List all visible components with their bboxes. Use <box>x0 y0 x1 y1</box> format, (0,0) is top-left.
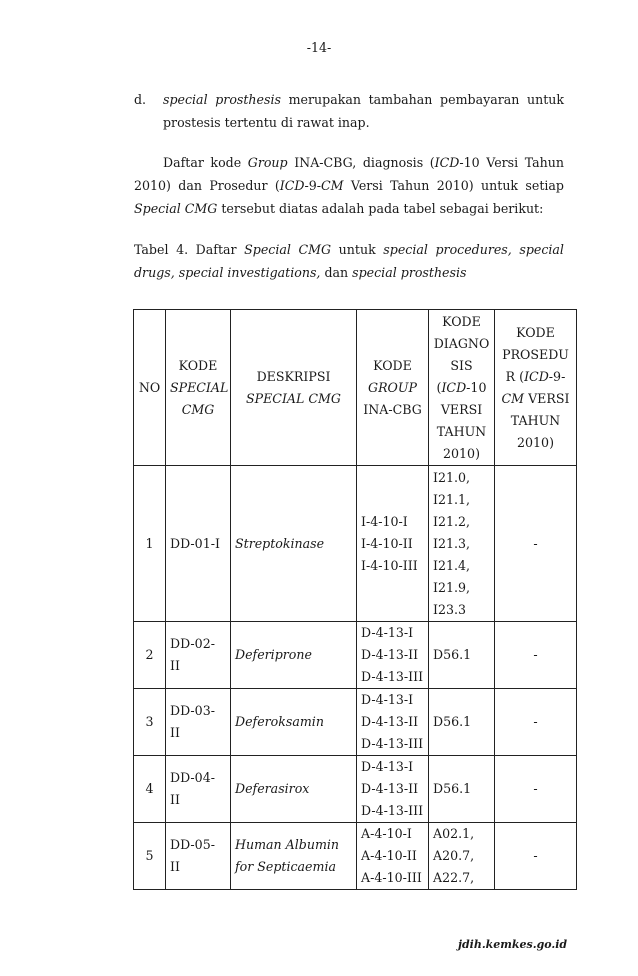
header-deskripsi: DESKRIPSI SPECIAL CMG <box>231 310 357 466</box>
cell-kode-group: D-4-13-I D-4-13-II D-4-13-III <box>357 622 429 689</box>
cell-kode-special: DD-02- II <box>166 622 231 689</box>
cell-no: 5 <box>134 823 166 890</box>
header-kode-group: KODE GROUP INA-CBG <box>357 310 429 466</box>
cell-kode-prosedur: - <box>495 756 577 823</box>
cell-kode-group: I-4-10-I I-4-10-II I-4-10-III <box>357 466 429 622</box>
header-kode-diagnosis: KODE DIAGNO SIS (ICD-10 VERSI TAHUN 2010) <box>429 310 495 466</box>
cell-deskripsi: Human Albumin for Septicaemia <box>231 823 357 890</box>
special-cmg-table <box>133 309 577 890</box>
cell-kode-group: A-4-10-I A-4-10-II A-4-10-III <box>357 823 429 890</box>
cell-kode-prosedur: - <box>495 689 577 756</box>
table-header-row <box>134 310 577 466</box>
footer-source: jdih.kemkes.go.id <box>458 938 568 951</box>
cell-kode-group: D-4-13-I D-4-13-II D-4-13-III <box>357 689 429 756</box>
header-kode-prosedur: KODE PROSEDU R (ICD-9- CM VERSI TAHUN 2010) <box>495 310 577 466</box>
cell-kode-prosedur: - <box>495 466 577 622</box>
cell-kode-prosedur: - <box>495 622 577 689</box>
cell-kode-diagnosis: D56.1 <box>429 689 495 756</box>
table-row <box>134 756 577 823</box>
cell-no: 4 <box>134 756 166 823</box>
table-body <box>134 466 577 890</box>
cell-kode-diagnosis: A02.1, A20.7, A22.7, <box>429 823 495 890</box>
item-d-line2: prostesis tertentu di rawat inap. <box>163 115 370 130</box>
daftar-paragraph: Daftar kode Group INA-CBG, diagnosis (ICD-10 Versi Tahun 2010) dan Prosedur (ICD-9-CM Versi Tahun 2010) untuk setiap Special CMG tersebut diatas adalah pada tabel sebagai berikut: <box>134 155 564 216</box>
cell-kode-diagnosis: I21.0, I21.1, I21.2, I21.3, I21.4, I21.9, I23.3 <box>429 466 495 622</box>
cell-no: 2 <box>134 622 166 689</box>
cell-no: 3 <box>134 689 166 756</box>
table-row <box>134 622 577 689</box>
cell-kode-special: DD-01-I <box>166 466 231 622</box>
cell-kode-diagnosis: D56.1 <box>429 756 495 823</box>
header-no: NO <box>134 310 166 466</box>
table-row <box>134 466 577 622</box>
cell-kode-group: D-4-13-I D-4-13-II D-4-13-III <box>357 756 429 823</box>
item-d-marker: d. <box>134 92 147 107</box>
cell-deskripsi: Streptokinase <box>231 466 357 622</box>
page-number: -14- <box>306 40 332 55</box>
cell-kode-prosedur: - <box>495 823 577 890</box>
table-caption: Tabel 4. Daftar Special CMG untuk special procedures, special drugs, special investigations, dan special prosthesis <box>134 242 564 280</box>
header-kode-special: KODE SPECIAL CMG <box>166 310 231 466</box>
cell-deskripsi: Deferasirox <box>231 756 357 823</box>
cell-kode-special: DD-03- II <box>166 689 231 756</box>
cell-kode-special: DD-05- II <box>166 823 231 890</box>
cell-kode-special: DD-04- II <box>166 756 231 823</box>
cell-kode-diagnosis: D56.1 <box>429 622 495 689</box>
cell-deskripsi: Deferiprone <box>231 622 357 689</box>
cell-deskripsi: Deferoksamin <box>231 689 357 756</box>
special-prosthesis-term: special prosthesis <box>163 92 281 107</box>
cell-no: 1 <box>134 466 166 622</box>
table-row <box>134 823 577 890</box>
table-row <box>134 689 577 756</box>
item-d-line1: merupakan tambahan pembayaran untuk <box>288 92 565 107</box>
